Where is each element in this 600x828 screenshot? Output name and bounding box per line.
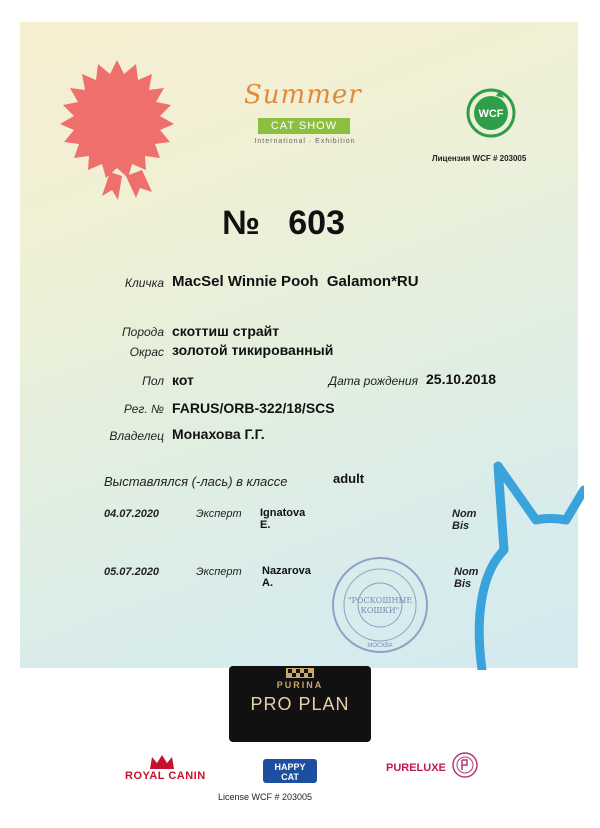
color-label: Окрас [129, 345, 164, 359]
proplan-text: PRO PLAN [250, 694, 350, 714]
result-expert: Ignatova E. [260, 507, 306, 531]
color-value: золотой тикированный [172, 342, 334, 358]
stamp-seal-icon [330, 555, 430, 655]
sex-label: Пол [142, 374, 164, 388]
crown-icon [148, 753, 176, 771]
name-label: Кличка [124, 276, 164, 290]
wcf-abbr: WCF [478, 108, 504, 120]
cat-show-subtitle: International · Exhibition [254, 138, 356, 145]
result-expert: Nazarova A. [262, 565, 311, 589]
breed-value: скоттиш страйт [172, 323, 280, 339]
cat-show-banner: CAT SHOW [258, 118, 350, 134]
happy-cat-line2: CAT [281, 772, 299, 782]
stamp-city: МОСКВА [367, 643, 393, 649]
pureluxe-text: PURELUXE [386, 762, 446, 774]
result-date: 04.07.2020 [104, 508, 160, 520]
result-expert-label: Эксперт [196, 508, 242, 520]
pureluxe-badge-icon [452, 752, 478, 778]
royal-canin-text: ROYAL CANIN [125, 770, 206, 782]
license-top: Лицензия WCF # 203005 [432, 154, 527, 163]
happy-cat-logo [262, 758, 318, 784]
dob-value: 25.10.2018 [426, 371, 497, 387]
stamp-line2: КОШКИ" [360, 606, 400, 615]
dob-label: Дата рождения [328, 374, 418, 388]
result-award: Nom Bis [452, 508, 477, 532]
purina-checkerboard-icon [286, 668, 314, 678]
class-value: adult [333, 471, 365, 486]
purina-text: PURINA [276, 680, 324, 690]
reg-label: Рег. № [123, 402, 164, 416]
happy-cat-line1: HAPPY [274, 762, 306, 772]
class-label: Выставлялся (-лась) в классе [104, 474, 288, 489]
result-date: 05.07.2020 [104, 566, 160, 578]
name-value: MacSel Winnie Pooh Galamon*RU [172, 273, 419, 290]
cat-outline-decoration [474, 460, 584, 670]
reg-value: FARUS/ORB-322/18/SCS [172, 400, 335, 416]
result-award: Nom Bis [454, 566, 479, 590]
wcf-logo-icon [466, 88, 516, 138]
owner-label: Владелец [109, 429, 164, 443]
rosette-icon [52, 60, 182, 200]
number-symbol: № [222, 204, 260, 242]
certificate-number [222, 204, 345, 243]
stamp-line1: "РОСКОШНЫЕ [347, 596, 413, 605]
summer-logo-text: Summer [244, 80, 362, 110]
license-footer: License WCF # 203005 [218, 792, 313, 802]
owner-value: Монахова Г.Г. [172, 426, 265, 442]
result-expert-label: Эксперт [196, 566, 242, 578]
breed-label: Порода [121, 325, 164, 339]
number-value: 603 [288, 204, 345, 242]
sex-value: кот [172, 372, 194, 388]
